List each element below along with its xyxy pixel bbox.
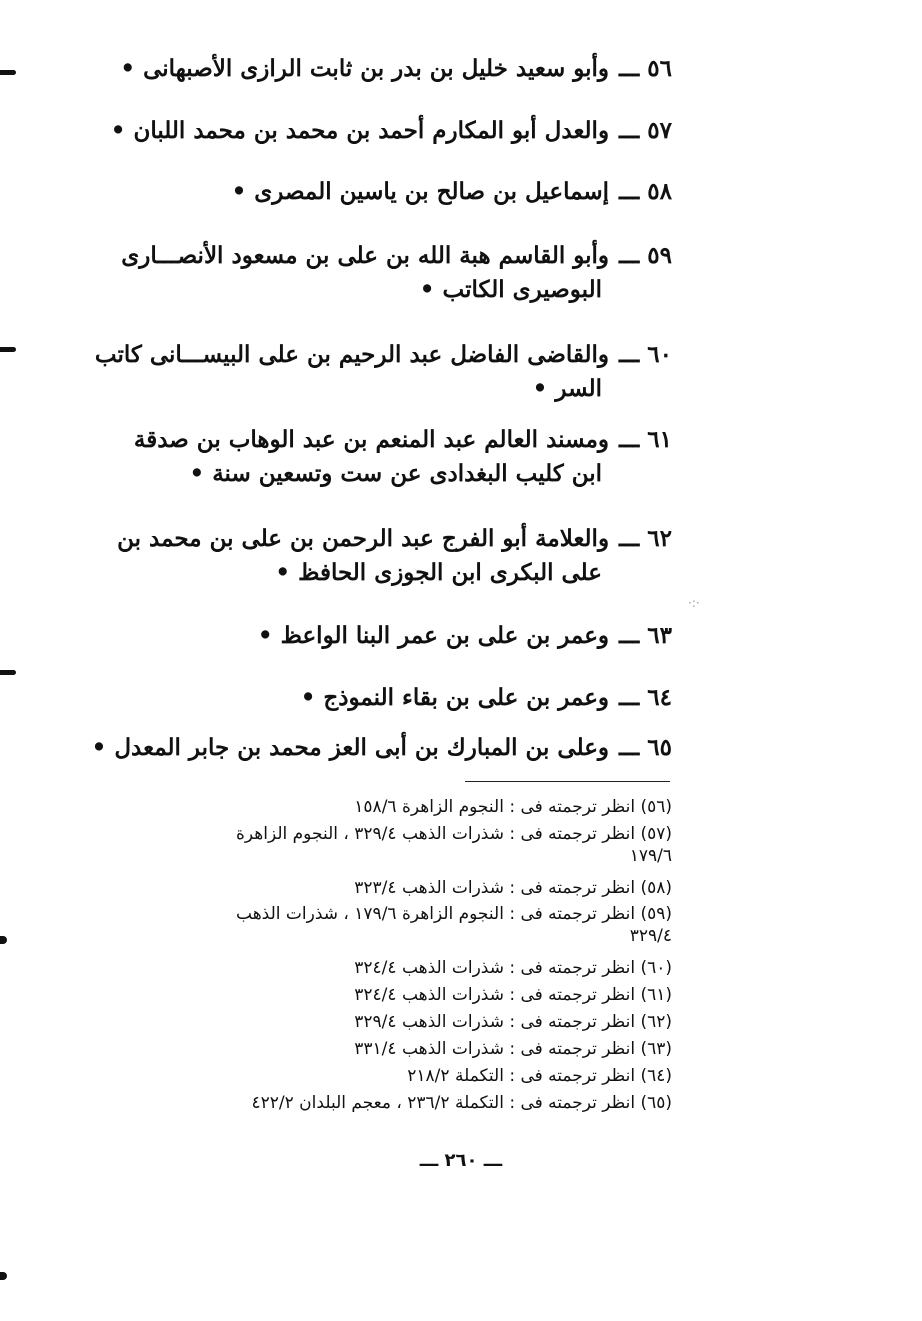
footnote-56 xyxy=(354,796,672,818)
footnote-text: (٥٨) انظر ترجمته فى : شذرات الذهب ٣٢٣/٤ xyxy=(354,878,672,898)
scan-speck: ·:· xyxy=(688,596,700,610)
footnote-text: (٦٠) انظر ترجمته فى : شذرات الذهب ٣٢٤/٤ xyxy=(354,958,672,978)
entry-57 xyxy=(86,114,672,148)
entry-text: وأبو سعيد خليل بن بدر بن ثابت الرازى الأصبهانى • xyxy=(120,55,610,82)
entry-text: والقاضى الفاضل عبد الرحيم بن على البيســـانى كاتب xyxy=(94,341,610,368)
page-number: ـــ ٢٦٠ ـــ xyxy=(419,1150,503,1171)
entry-text-continuation: ابن كليب البغدادى عن ست وتسعين سنة • xyxy=(189,460,602,487)
footnote-text: (٦٣) انظر ترجمته فى : شذرات الذهب ٣٣١/٤ xyxy=(354,1039,672,1059)
entry-number: ٥٩ ـــ xyxy=(619,242,672,269)
entry-58 xyxy=(86,175,672,209)
entry-number: ٥٦ ـــ xyxy=(619,55,672,82)
margin-mark xyxy=(0,936,7,944)
entry-59 xyxy=(86,239,672,307)
footnote-text: (٥٧) انظر ترجمته فى : شذرات الذهب ٣٢٩/٤ ، النجوم الزاهرة xyxy=(236,824,672,844)
entry-56 xyxy=(86,52,672,86)
footnote-text: (٦٢) انظر ترجمته فى : شذرات الذهب ٣٢٩/٤ xyxy=(354,1012,672,1032)
footnote-text: (٦١) انظر ترجمته فى : شذرات الذهب ٣٢٤/٤ xyxy=(354,985,672,1005)
entry-text: إسماعيل بن صالح بن ياسين المصرى • xyxy=(231,178,610,205)
margin-mark xyxy=(0,1272,7,1280)
footnote-65 xyxy=(252,1092,672,1114)
entry-65 xyxy=(86,731,672,765)
margin-mark xyxy=(0,670,16,675)
entry-number: ٥٨ ـــ xyxy=(619,178,672,205)
entry-text-continuation: البوصيرى الكاتب • xyxy=(419,276,602,303)
entry-text-continuation: على البكرى ابن الجوزى الحافظ • xyxy=(275,559,602,586)
entry-text: والعلامة أبو الفرج عبد الرحمن بن على بن محمد بن xyxy=(117,525,610,552)
footnote-60 xyxy=(354,957,672,979)
footnote-text: (٦٤) انظر ترجمته فى : التكملة ٢١٨/٢ xyxy=(407,1066,672,1086)
footnote-58 xyxy=(354,877,672,899)
entry-text: وعمر بن على بن بقاء النموذج • xyxy=(300,684,610,711)
footnote-62 xyxy=(354,1011,672,1033)
entry-63 xyxy=(86,619,672,653)
footnote-text-continuation: ١٧٩/٦ xyxy=(629,846,672,866)
entry-number: ٦٠ ـــ xyxy=(619,341,672,368)
entry-62 xyxy=(86,522,672,590)
entry-number: ٦١ ـــ xyxy=(619,426,672,453)
footnote-64 xyxy=(407,1065,672,1087)
margin-mark xyxy=(0,347,16,352)
footnote-text: (٥٦) انظر ترجمته فى : النجوم الزاهرة ١٥٨/٦ xyxy=(354,797,672,817)
footnote-59 xyxy=(86,903,672,947)
entry-text: وعلى بن المبارك بن أبى العز محمد بن جابر المعدل • xyxy=(91,734,610,761)
entry-64 xyxy=(86,681,672,715)
entry-number: ٦٥ ـــ xyxy=(619,734,672,761)
entry-number: ٥٧ ـــ xyxy=(619,117,672,144)
footnote-text: (٦٥) انظر ترجمته فى : التكملة ٢٣٦/٢ ، معجم البلدان ٤٢٢/٢ xyxy=(251,1093,672,1113)
footnote-text: (٥٩) انظر ترجمته فى : النجوم الزاهرة ١٧٩/٦ ، شذرات الذهب xyxy=(236,904,672,924)
entry-text-continuation: السر • xyxy=(532,375,602,402)
entry-number: ٦٢ ـــ xyxy=(619,525,672,552)
entry-61 xyxy=(86,423,672,491)
footnote-separator xyxy=(465,781,670,782)
entry-text: والعدل أبو المكارم أحمد بن محمد بن محمد اللبان • xyxy=(110,117,610,144)
entry-text: وعمر بن على بن عمر البنا الواعظ • xyxy=(257,622,610,649)
footnote-text-continuation: ٣٢٩/٤ xyxy=(629,926,672,946)
entry-60 xyxy=(86,338,672,406)
footnote-63 xyxy=(354,1038,672,1060)
entry-number: ٦٣ ـــ xyxy=(619,622,672,649)
entry-text: ومسند العالم عبد المنعم بن عبد الوهاب بن صدقة xyxy=(133,426,610,453)
entry-number: ٦٤ ـــ xyxy=(619,684,672,711)
entry-text: وأبو القاسم هبة الله بن على بن مسعود الأنصـــارى xyxy=(121,242,610,269)
footnote-61 xyxy=(354,984,672,1006)
footnote-57 xyxy=(86,823,672,867)
margin-mark xyxy=(0,70,16,75)
